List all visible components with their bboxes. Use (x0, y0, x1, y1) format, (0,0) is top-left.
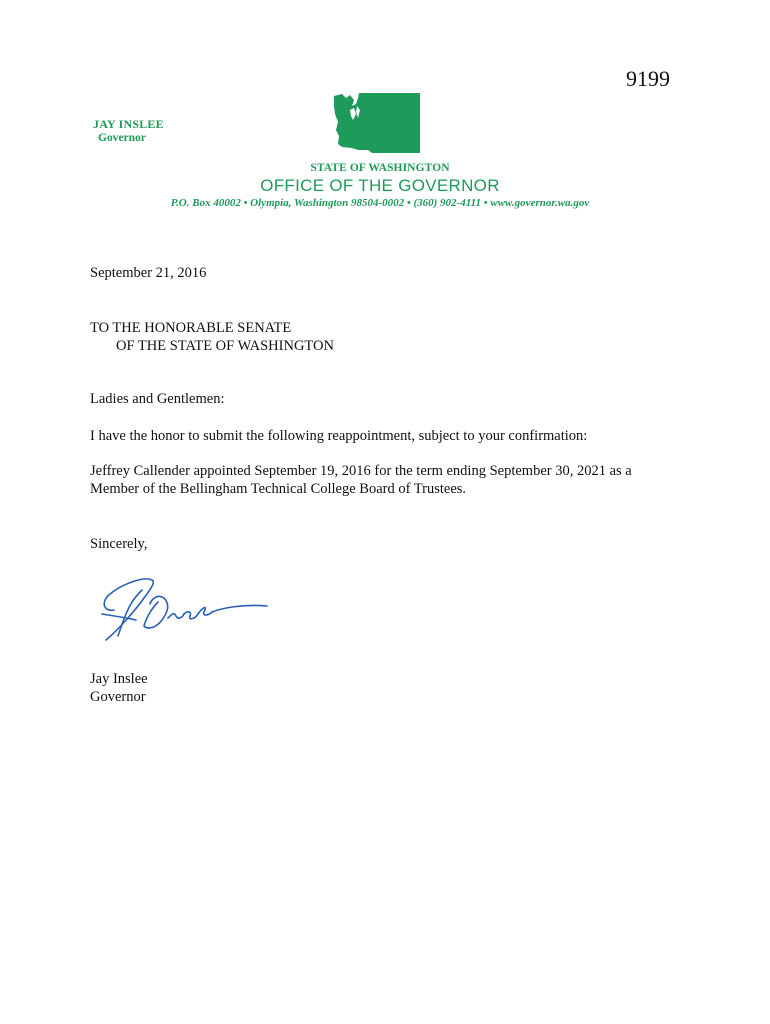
intro-paragraph: I have the honor to submit the following reappointment, subject to your confirmation: (90, 428, 588, 444)
addressee-line-2: OF THE STATE OF WASHINGTON (116, 338, 334, 354)
office-name: OFFICE OF THE GOVERNOR (260, 176, 500, 195)
governor-block (93, 117, 164, 145)
addressee-line-1: TO THE HONORABLE SENATE (90, 320, 292, 336)
signer-title: Governor (90, 689, 146, 705)
body-paragraph-line-2: Member of the Bellingham Technical College Board of Trustees. (90, 481, 467, 497)
office-address: P.O. Box 40002 • Olympia, Washington 98504-0002 • (360) 902-4111 • www.governor.wa.gov (170, 197, 590, 209)
body-paragraph-line-1: Jeffrey Callender appointed September 19, 2016 for the term ending September 30, 2021 as a (90, 463, 632, 479)
governor-name: JAY INSLEE (93, 117, 164, 131)
page-number: 9199 (626, 66, 670, 91)
state-name: STATE OF WASHINGTON (310, 162, 450, 174)
washington-state-map-icon (332, 90, 422, 154)
salutation: Ladies and Gentlemen: (90, 391, 225, 407)
letter-date: September 21, 2016 (90, 265, 207, 281)
signature-image (92, 568, 277, 648)
signer-name: Jay Inslee (90, 671, 148, 687)
closing: Sincerely, (90, 536, 148, 552)
governor-title: Governor (98, 132, 146, 144)
